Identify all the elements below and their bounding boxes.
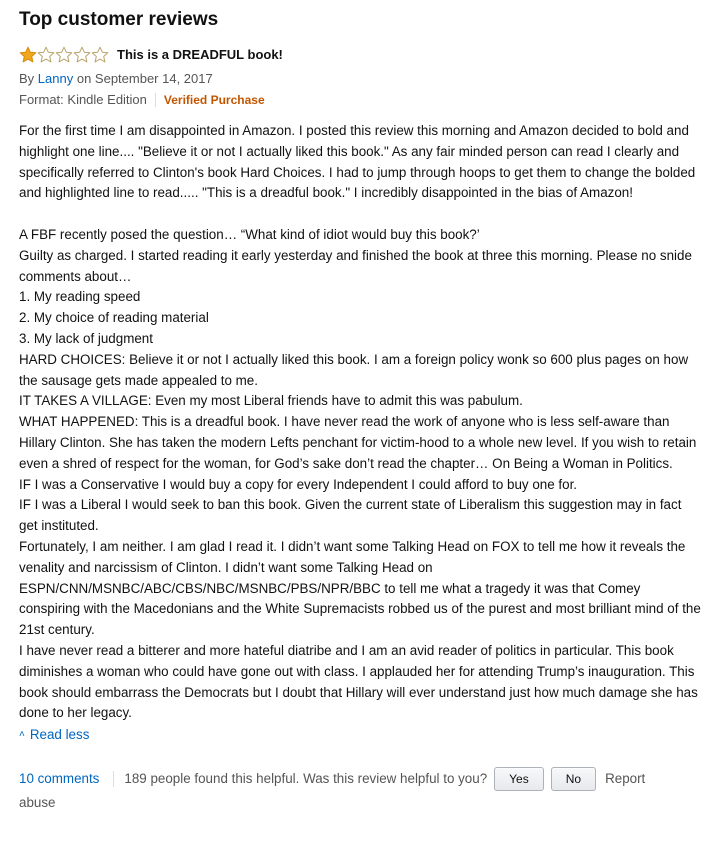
review-body: [19, 121, 702, 724]
comments-link[interactable]: 10 comments: [19, 771, 100, 787]
verified-purchase-badge: Verified Purchase: [163, 93, 265, 107]
star-empty-icon: [37, 46, 55, 63]
author-link[interactable]: Lanny: [37, 71, 74, 86]
review-footer: [19, 767, 702, 791]
section-title: Top customer reviews: [19, 9, 219, 30]
review-paragraph: For the first time I am disappointed in Amazon. I posted this review this morning and Amazon decided to bold and highlight one line.... "Believe it or not I actually liked this book." As any fair minded person can read I clearly and specifically referred to Clinton's book Hard Choices. I had to jump through hoops to get them to change the bolded and highlighted line to read..... "This is a dreadful book." I incredibly disappointed in the bias of Amazon!: [19, 123, 696, 201]
star-empty-icon: [91, 46, 109, 63]
read-less-label: Read less: [29, 727, 90, 743]
by-prefix: By: [19, 71, 35, 86]
report-abuse-link[interactable]: Report: [605, 771, 646, 787]
review-title[interactable]: This is a DREADFUL book!: [117, 46, 283, 62]
review-paragraph: 2. My choice of reading material: [19, 310, 209, 326]
star-empty-icon: [55, 46, 73, 63]
review-paragraph: HARD CHOICES: Believe it or not I actually liked this book. I am a foreign policy wonk so 600 plus pages on how the sausage gets made appealed to me.: [19, 351, 689, 388]
divider: [155, 93, 156, 107]
review-paragraph: A FBF recently posed the question… “What kind of idiot would buy this book?’: [19, 226, 480, 242]
review-header: [19, 44, 702, 64]
review-paragraph: I have never read a bitterer and more hateful diatribe and I am an avid reader of politics in particular. This book diminishes a woman who could have gone out with class. I applauded her for attending Trump’s inauguration. This book should embarrass the Democrats but I doubt that Hillary will ever understand just how much damage she has done to her legacy.: [19, 642, 698, 721]
format-row: [19, 91, 702, 109]
paragraph-spacer: [19, 204, 702, 225]
helpful-no-button[interactable]: No: [551, 767, 596, 791]
review-date: on September 14, 2017: [76, 71, 213, 86]
helpful-text: 189 people found this helpful. Was this review helpful to you?: [124, 771, 488, 787]
star-rating[interactable]: [19, 46, 109, 63]
review-paragraph: Fortunately, I am neither. I am glad I read it. I didn’t want some Talking Head on FOX to tell me how it reveals the venality and narcissism of Clinton. I didn’t want some Talking Head on ESPN/CNN/MSNBC/ABC/CBS/NBC/MSNBC/PBS/NPR/BBC to tell me what a tragedy it was that Comey conspiring with the Macedonians and the White Supremacists robbed us of the purest and most brilliant mind of the 21st century.: [19, 538, 701, 638]
review-paragraph: IT TAKES A VILLAGE: Even my most Liberal friends have to admit this was pabulum.: [19, 393, 523, 409]
helpful-yes-button[interactable]: Yes: [494, 767, 544, 791]
format-label: Format: Kindle Edition: [19, 92, 147, 107]
read-less-link[interactable]: [19, 725, 702, 745]
review-byline: [19, 70, 702, 88]
review-paragraph: 3. My lack of judgment: [19, 330, 153, 346]
review-paragraph: WHAT HAPPENED: This is a dreadful book. I have never read the work of anyone who is less self-aware than Hillary Clinton. She has taken the modern Lefts penchant for victim-hood to a whole new level. If you wish to retain even a shred of respect for the woman, for God’s sake don’t read the chapter… On Being a Woman in Politics.: [19, 414, 697, 471]
divider: [113, 771, 114, 787]
review-paragraph: IF I was a Liberal I would seek to ban this book. Given the current state of Liberalism this suggestion may in fact get instituted.: [19, 497, 682, 534]
chevron-up-icon: ˄: [19, 729, 25, 741]
review-paragraph: IF I was a Conservative I would buy a copy for every Independent I could afford to buy one for.: [19, 476, 578, 492]
star-filled-icon: [19, 46, 37, 63]
review-paragraph: Guilty as charged. I started reading it early yesterday and finished the book at three this morning. Please no snide comments about…: [19, 247, 692, 284]
report-abuse-link-continued[interactable]: abuse: [19, 795, 56, 811]
review-paragraph: 1. My reading speed: [19, 289, 141, 305]
star-empty-icon: [73, 46, 91, 63]
